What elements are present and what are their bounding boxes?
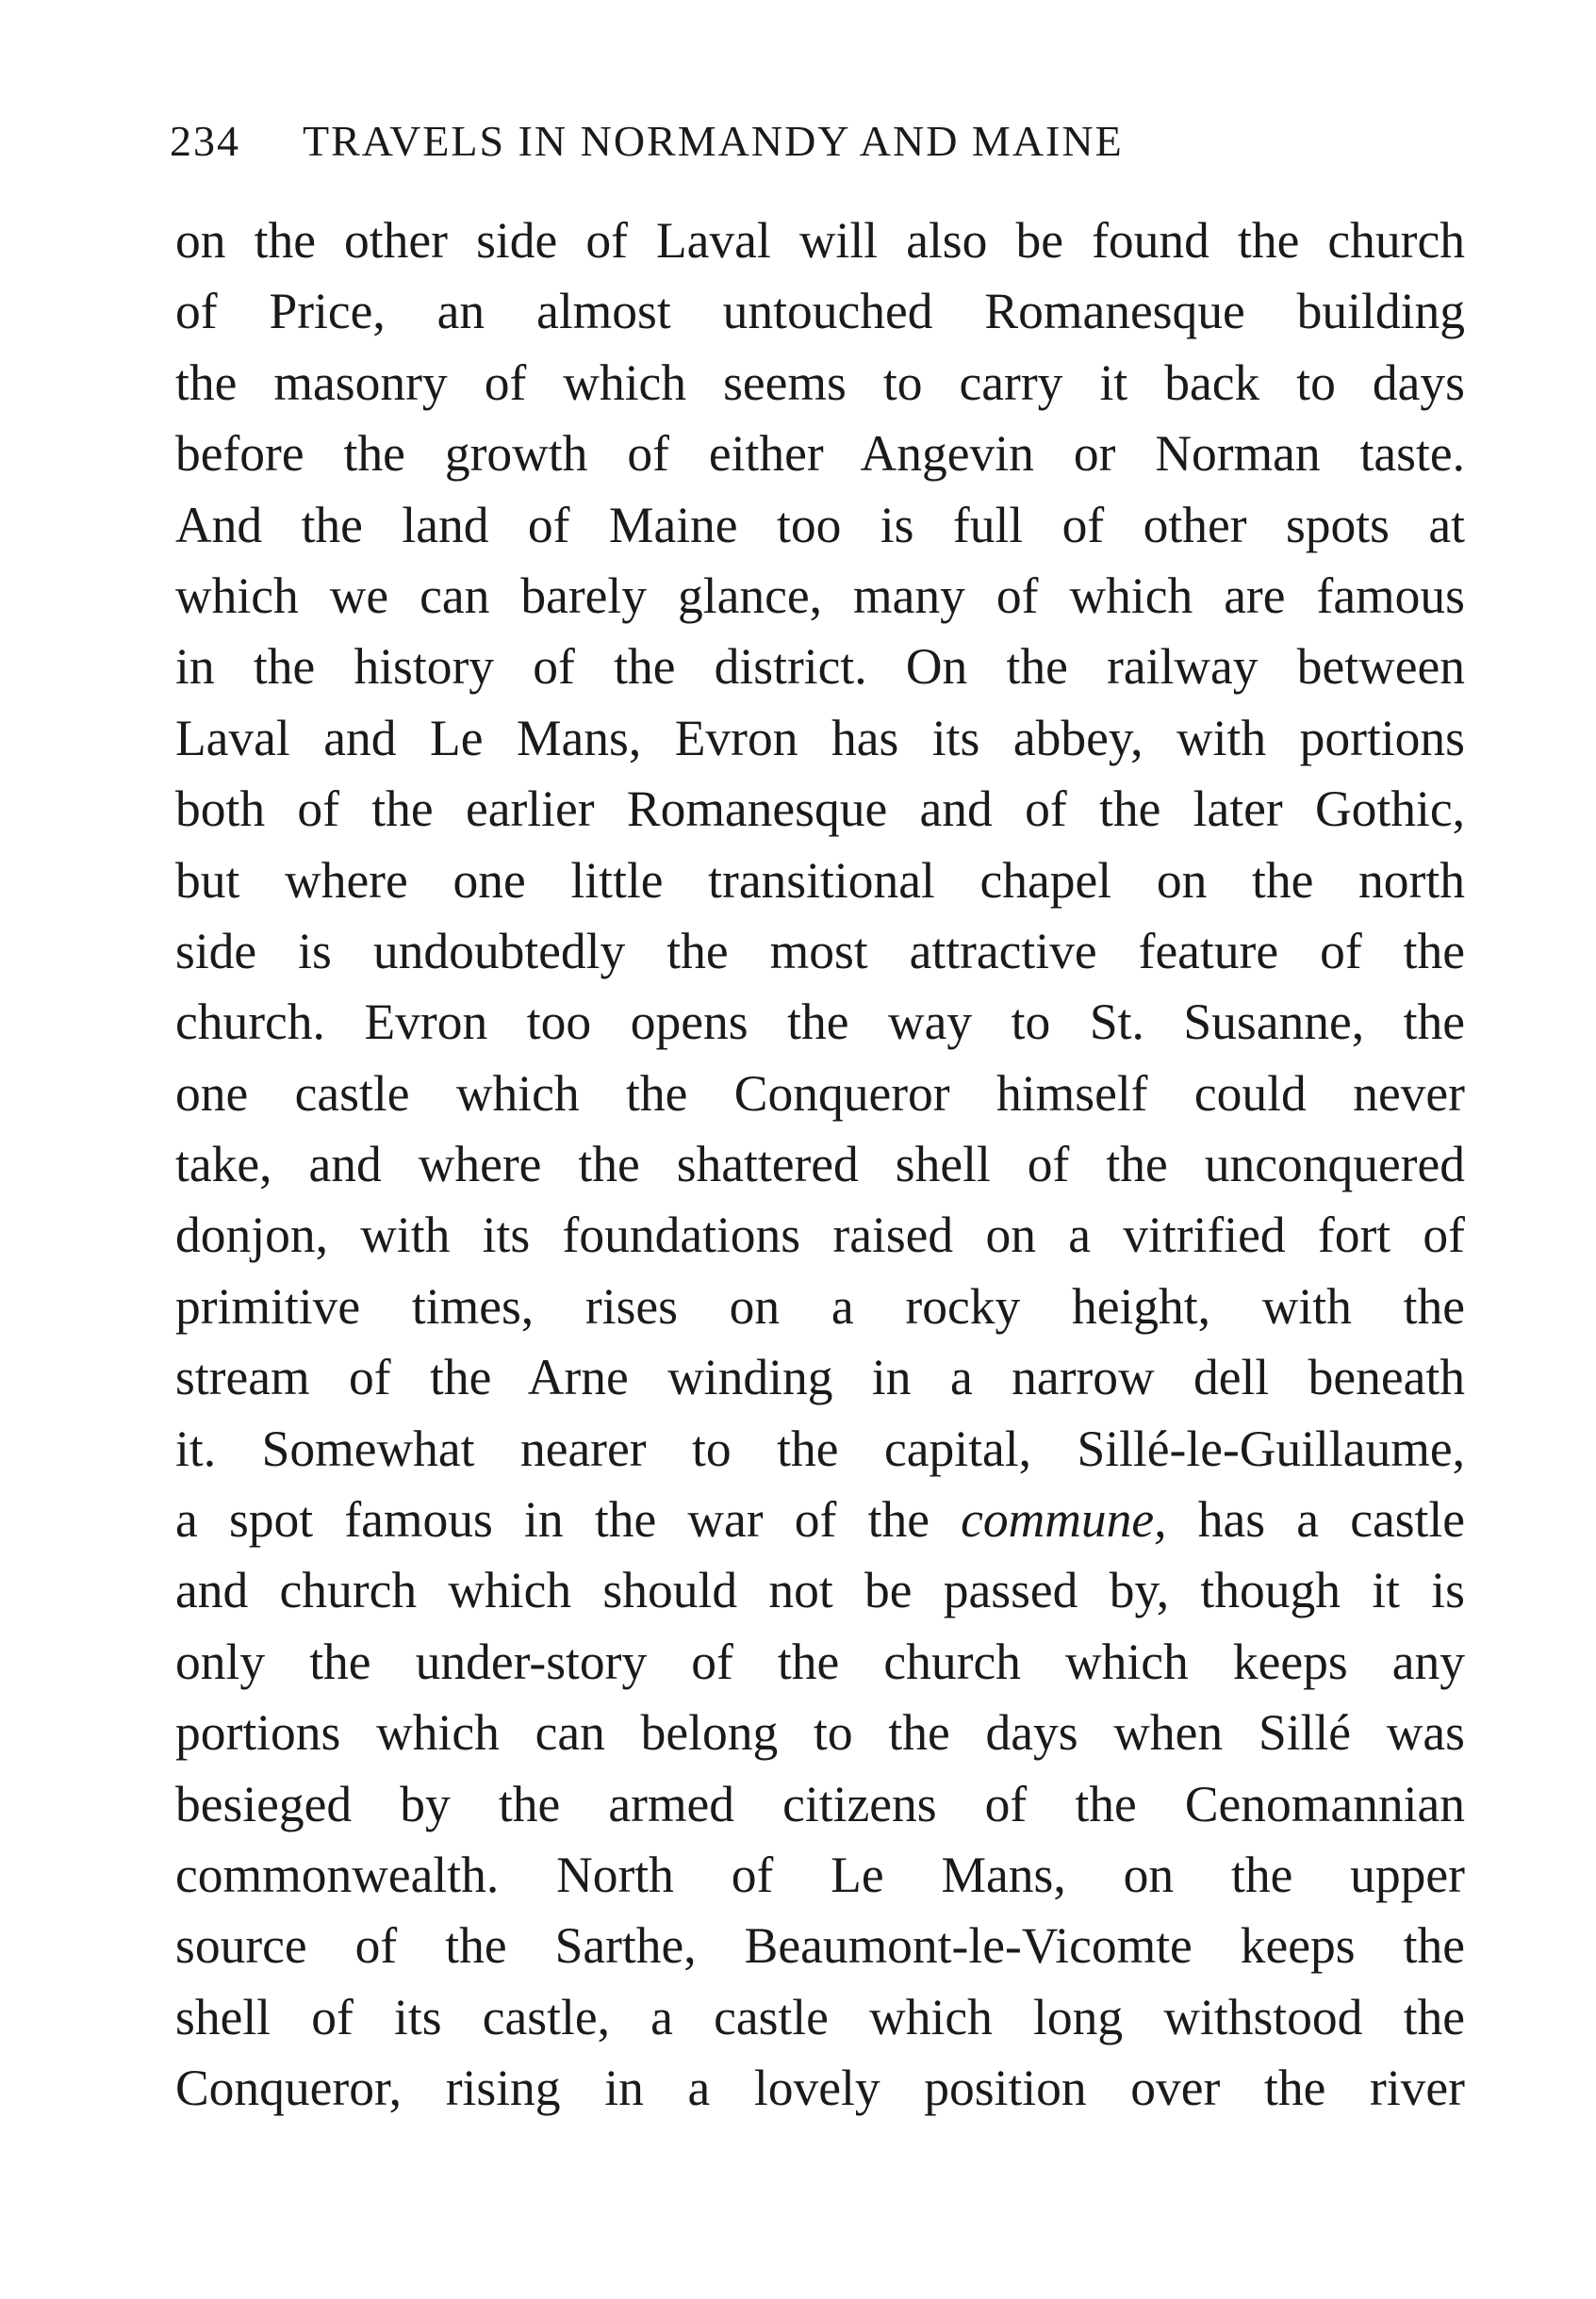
text-segment: a spot famous in the war of the — [175, 1491, 930, 1549]
text-line: Laval and Le Mans, Evron has its abbey, with portions — [175, 709, 1465, 766]
text-line: only the under-story of the church which keeps any — [175, 1633, 1465, 1690]
running-title: TRAVELS IN NORMANDY AND MAINE — [303, 117, 1124, 165]
text-line: on the other side of Laval will also be found the church — [175, 212, 1465, 269]
text-line: take, and where the shattered shell of the unconquered — [175, 1136, 1465, 1193]
text-line: of Price, an almost untouched Romanesque building — [175, 283, 1465, 340]
body-text — [175, 205, 1465, 2125]
text-line: donjon, with its foundations raised on a vitrified fort of — [175, 1207, 1465, 1264]
text-segment: has a castle — [1197, 1491, 1465, 1549]
text-line: and church which should not be passed by, though it is — [175, 1562, 1465, 1619]
text-line: one castle which the Conqueror himself could never — [175, 1064, 1465, 1122]
text-line: which we can barely glance, many of which are famous — [175, 567, 1465, 624]
text-line: in the history of the district. On the railway between — [175, 638, 1465, 696]
text-line: commonwealth. North of Le Mans, on the upper — [175, 1846, 1465, 1903]
text-line: side is undoubtedly the most attractive feature of the — [175, 922, 1465, 979]
text-line: before the growth of either Angevin or Norman taste. — [175, 425, 1465, 483]
page-number: 234 — [170, 117, 240, 165]
text-line: besieged by the armed citizens of the Cenomannian — [175, 1775, 1465, 1832]
text-line: Conqueror, rising in a lovely position over the river — [175, 2060, 1465, 2117]
text-line: church. Evron too opens the way to St. Susanne, the — [175, 993, 1465, 1051]
text-line: source of the Sarthe, Beaumont-le-Vicomte keeps the — [175, 1917, 1465, 1975]
text-line: but where one little transitional chapel on the north — [175, 851, 1465, 909]
text-line: stream of the Arne winding in a narrow dell beneath — [175, 1349, 1465, 1406]
italic-word-commune: commune, — [961, 1491, 1167, 1549]
text-line: it. Somewhat nearer to the capital, Sillé-le-Guillaume, — [175, 1420, 1465, 1477]
text-line: shell of its castle, a castle which long withstood the — [175, 1988, 1465, 2045]
text-line-with-italic — [175, 1485, 1465, 1555]
text-line: And the land of Maine too is full of other spots at — [175, 496, 1465, 553]
running-head — [170, 113, 1471, 170]
text-line: both of the earlier Romanesque and of the later Gothic, — [175, 780, 1465, 838]
text-line: primitive times, rises on a rocky height, with the — [175, 1277, 1465, 1335]
text-line: portions which can belong to the days when Sillé was — [175, 1704, 1465, 1762]
text-line: the masonry of which seems to carry it back to days — [175, 353, 1465, 411]
